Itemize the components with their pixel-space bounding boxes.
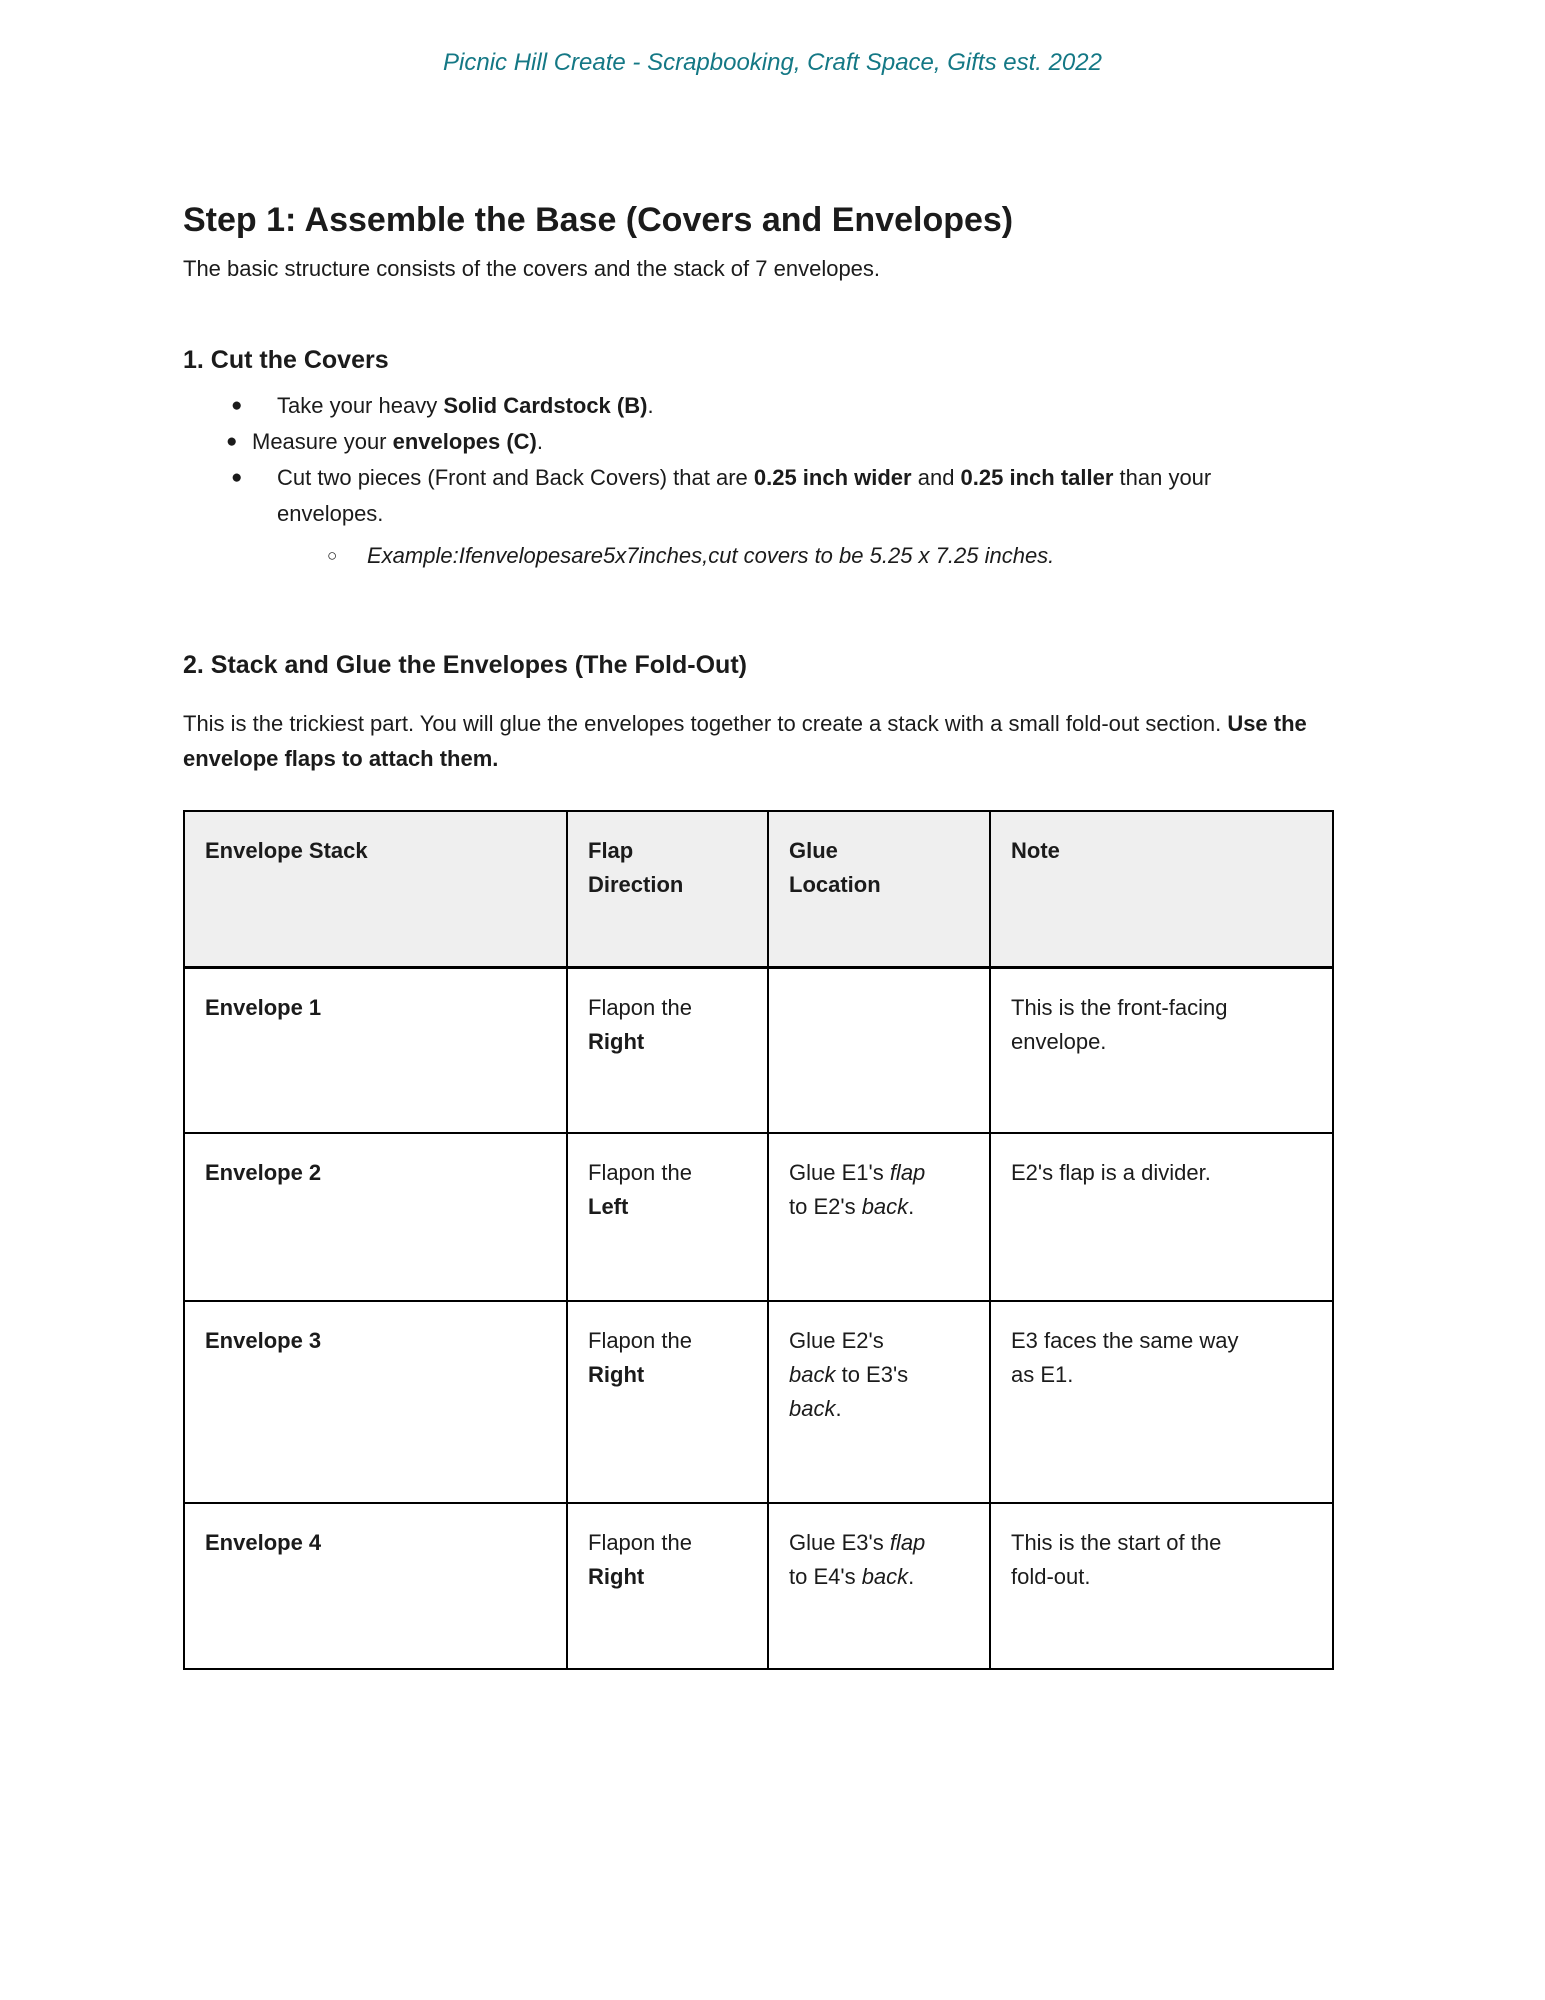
text-segment: . xyxy=(908,1564,915,1589)
text-segment: This is the start of the fold-out. xyxy=(1011,1530,1222,1589)
text-segment: . xyxy=(536,429,544,454)
column-header-text: Glue Location xyxy=(789,838,881,897)
column-header-text: Note xyxy=(1011,838,1060,863)
text-segment: than your envelopes. xyxy=(277,465,1212,526)
page-title: Step 1: Assemble the Base (Covers and Envelopes) xyxy=(183,201,1014,239)
text-segment: Cut two pieces (Front and Back Covers) that are xyxy=(277,465,754,490)
text-segment: back xyxy=(861,1194,909,1219)
cell-flap xyxy=(567,1133,768,1301)
cut-covers-bullet-list xyxy=(183,388,1331,574)
text-segment: Take your heavy xyxy=(277,393,444,418)
cell-note xyxy=(990,1301,1333,1503)
cell-glue xyxy=(768,1503,990,1669)
example-text xyxy=(367,538,1054,574)
text-segment: to E4's xyxy=(789,1564,862,1589)
site-header: Picnic Hill Create - Scrapbooking, Craft Space, Gifts est. 2022 xyxy=(443,49,1102,76)
flap-direction-text xyxy=(588,1324,710,1392)
column-header-text: Flap Direction xyxy=(588,838,684,897)
list-item-text xyxy=(277,460,1262,532)
sub-list-item xyxy=(183,538,1331,574)
column-header-glue-location xyxy=(768,811,990,967)
envelope-name: Envelope 4 xyxy=(205,1530,322,1555)
list-item xyxy=(183,424,1331,460)
column-header-flap-direction xyxy=(567,811,768,967)
text-segment: flap xyxy=(889,1160,926,1185)
table-header-row xyxy=(184,811,1333,967)
text-segment: flap xyxy=(889,1530,926,1555)
cell-flap xyxy=(567,1301,768,1503)
text-segment: Flapon the xyxy=(588,1530,692,1555)
text-segment: envelopes (C) xyxy=(392,429,537,454)
bullet-icon: ● xyxy=(226,431,238,452)
section-heading-stack-glue: 2. Stack and Glue the Envelopes (The Fold-Out) xyxy=(183,651,747,679)
text-segment: back xyxy=(861,1564,909,1589)
text-segment: Right xyxy=(588,1028,645,1054)
intro-paragraph: The basic structure consists of the covers and the stack of 7 envelopes. xyxy=(183,256,881,281)
cell-stack xyxy=(184,1133,567,1301)
text-segment: Right xyxy=(588,1362,645,1387)
text-segment: 0.25 inch taller xyxy=(960,465,1114,490)
text-segment: Right xyxy=(588,1564,645,1589)
table-row-envelope-1 xyxy=(184,967,1333,1133)
text-segment: Use the envelope flaps to attach them. xyxy=(183,711,1307,771)
envelope-name: Envelope 1 xyxy=(205,994,322,1020)
list-item xyxy=(183,388,1331,424)
text-segment: Left xyxy=(588,1194,629,1219)
text-segment: Flapon the xyxy=(588,1328,692,1353)
text-segment: Measure your xyxy=(252,429,393,454)
cell-note xyxy=(990,1133,1333,1301)
text-segment: to E3's xyxy=(835,1362,909,1387)
column-header-envelope-stack xyxy=(184,811,567,967)
list-item-text xyxy=(277,388,654,424)
circle-bullet-icon: ○ xyxy=(327,546,338,565)
text-segment: Example:Ifenvelopesare5x7inches,cut covers to be 5.25 x 7.25 inches. xyxy=(367,543,1055,568)
text-segment: back xyxy=(789,1396,836,1421)
glue-location-text xyxy=(789,1324,933,1426)
text-segment: Glue E3's xyxy=(789,1530,890,1555)
cell-glue xyxy=(768,967,990,1133)
cell-flap xyxy=(567,1503,768,1669)
text-segment: This is the trickiest part. You will glue the envelopes together to create a stack with a small fold-out section. xyxy=(183,711,1228,736)
text-segment: Flapon the xyxy=(588,994,692,1020)
text-segment: This is the front-facing envelope. xyxy=(1011,994,1228,1054)
flap-direction-text xyxy=(588,1156,710,1224)
text-segment: E3 faces the same way as E1. xyxy=(1011,1328,1239,1387)
text-segment: . xyxy=(835,1396,842,1421)
bullet-icon: ● xyxy=(231,467,243,488)
column-header-note xyxy=(990,811,1333,967)
cell-stack xyxy=(184,1301,567,1503)
cell-glue xyxy=(768,1133,990,1301)
envelope-name: Envelope 2 xyxy=(205,1160,322,1185)
cell-note xyxy=(990,1503,1333,1669)
text-segment: E2's flap is a divider. xyxy=(1011,1160,1211,1185)
text-segment: . xyxy=(908,1194,915,1219)
note-text xyxy=(1011,1156,1263,1190)
text-segment: to E2's xyxy=(789,1194,862,1219)
list-item xyxy=(183,460,1331,532)
list-item-text xyxy=(252,424,543,460)
cell-flap xyxy=(567,967,768,1133)
note-text xyxy=(1011,1324,1263,1392)
stack-glue-intro xyxy=(183,706,1325,776)
glue-location-text xyxy=(789,1526,933,1594)
envelope-table xyxy=(183,810,1334,1670)
cell-glue xyxy=(768,1301,990,1503)
table-row-envelope-4 xyxy=(184,1503,1333,1669)
text-segment: Solid Cardstock (B) xyxy=(443,393,648,418)
text-segment: Flapon the xyxy=(588,1160,692,1185)
text-segment: and xyxy=(911,465,961,490)
note-text xyxy=(1011,991,1263,1059)
bullet-icon: ● xyxy=(231,395,243,416)
cell-stack xyxy=(184,1503,567,1669)
text-segment: . xyxy=(647,393,654,418)
envelope-name: Envelope 3 xyxy=(205,1328,322,1353)
column-header-text: Envelope Stack xyxy=(205,838,368,863)
text-segment: 0.25 inch wider xyxy=(753,465,912,490)
text-segment: back xyxy=(789,1362,836,1387)
note-text xyxy=(1011,1526,1263,1594)
cell-stack xyxy=(184,967,567,1133)
cell-note xyxy=(990,967,1333,1133)
document-content xyxy=(0,200,1545,1670)
flap-direction-text xyxy=(588,1526,710,1594)
flap-direction-text xyxy=(588,991,710,1059)
text-segment: Glue E2's xyxy=(789,1328,884,1353)
glue-location-text xyxy=(789,1156,933,1224)
text-segment: Glue E1's xyxy=(789,1160,890,1185)
table-row-envelope-3 xyxy=(184,1301,1333,1503)
table-row-envelope-2 xyxy=(184,1133,1333,1301)
section-heading-cut-covers: 1. Cut the Covers xyxy=(183,346,389,374)
